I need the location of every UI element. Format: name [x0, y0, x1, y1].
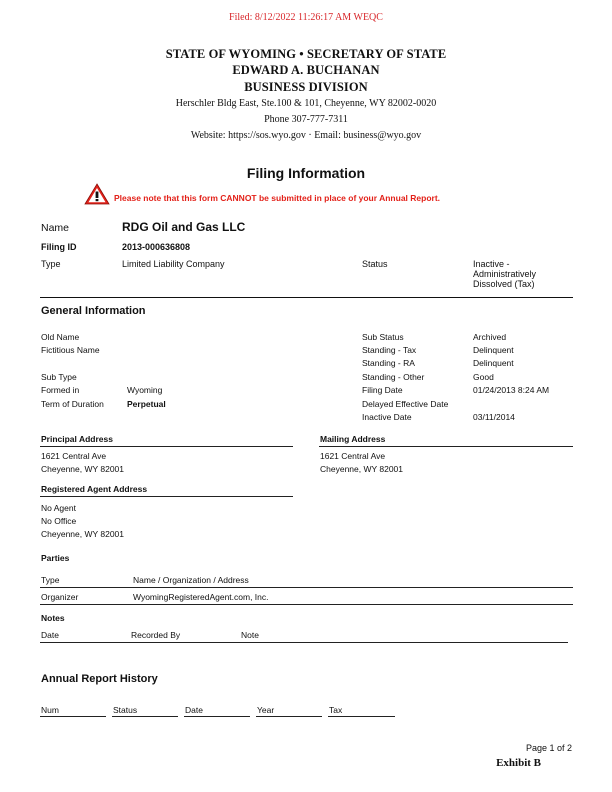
divider — [328, 716, 395, 717]
term-label: Term of Duration — [41, 399, 104, 409]
annual-col-num: Num — [41, 705, 59, 715]
annual-report-heading: Annual Report History — [41, 673, 158, 685]
parties-col-type: Type — [41, 575, 60, 585]
principal-address-line: Cheyenne, WY 82001 — [41, 464, 125, 474]
mailing-address-line: Cheyenne, WY 82001 — [320, 464, 404, 474]
annual-col-tax: Tax — [329, 705, 343, 715]
general-heading: General Information — [41, 305, 146, 317]
type-value: Limited Liability Company — [122, 259, 225, 269]
inactive-date-value: 03/11/2014 — [473, 412, 515, 422]
header-line-1: STATE OF WYOMING • SECRETARY OF STATE — [165, 47, 447, 61]
principal-address-line: 1621 Central Ave — [41, 451, 107, 461]
divider — [319, 446, 573, 447]
divider — [40, 587, 573, 588]
parties-heading: Parties — [41, 553, 70, 563]
principal-address-heading: Principal Address — [41, 434, 113, 444]
divider — [40, 604, 573, 605]
warning-text: Please note that this form CANNOT be submitted in place of your Annual Report. — [114, 193, 441, 203]
annual-col-year: Year — [257, 705, 275, 715]
agent-address-line: Cheyenne, WY 82001 — [41, 529, 125, 539]
parties-col-name: Name / Organization / Address — [133, 575, 249, 585]
header-line-2: EDWARD A. BUCHANAN — [232, 63, 380, 77]
type-label: Type — [41, 259, 61, 269]
mailing-address-heading: Mailing Address — [320, 434, 386, 444]
status-line: Dissolved (Tax) — [473, 279, 535, 289]
standing-tax-value: Delinquent — [473, 345, 514, 355]
sub-status-value: Archived — [473, 332, 507, 342]
filing-date-value: 01/24/2013 8:24 AM — [473, 385, 550, 395]
formed-in-value: Wyoming — [127, 385, 163, 395]
inactive-date-label: Inactive Date — [362, 412, 412, 422]
notes-col-recorded-by: Recorded By — [131, 630, 181, 640]
divider — [40, 716, 106, 717]
registered-agent-heading: Registered Agent Address — [41, 484, 148, 494]
standing-ra-value: Delinquent — [473, 358, 514, 368]
party-name: WyomingRegisteredAgent.com, Inc. — [133, 592, 269, 602]
filing-date-label: Filing Date — [362, 385, 403, 395]
agent-address-line: No Agent — [41, 503, 76, 513]
filing-id-label: Filing ID — [41, 242, 77, 252]
delayed-effective-label: Delayed Effective Date — [362, 399, 449, 409]
divider — [184, 716, 250, 717]
old-name-label: Old Name — [41, 332, 80, 342]
divider — [40, 642, 568, 643]
divider — [256, 716, 322, 717]
status-value — [473, 259, 536, 289]
standing-ra-label: Standing - RA — [362, 358, 415, 368]
page-number: Page 1 of 2 — [525, 743, 572, 753]
filing-id-value: 2013-000636808 — [122, 242, 191, 252]
standing-other-value: Good — [473, 372, 494, 382]
notes-col-note: Note — [241, 630, 259, 640]
term-value: Perpetual — [127, 399, 166, 409]
warning-icon — [84, 183, 110, 210]
mailing-address-line: 1621 Central Ave — [320, 451, 386, 461]
divider — [40, 446, 293, 447]
standing-other-label: Standing - Other — [362, 372, 425, 382]
status-line: Administratively — [473, 269, 537, 279]
annual-col-status: Status — [113, 705, 138, 715]
sub-status-label: Sub Status — [362, 332, 404, 342]
divider — [40, 297, 573, 298]
notes-heading: Notes — [41, 613, 65, 623]
fictitious-name-label: Fictitious Name — [41, 345, 100, 355]
divider — [40, 496, 293, 497]
status-line: Inactive - — [473, 259, 510, 269]
name-label: Name — [41, 222, 70, 234]
standing-tax-label: Standing - Tax — [362, 345, 417, 355]
formed-in-label: Formed in — [41, 385, 80, 395]
filed-stamp: Filed: 8/12/2022 11:26:17 AM WEQC — [229, 12, 383, 23]
party-type: Organizer — [41, 592, 79, 602]
header-line-3: BUSINESS DIVISION — [244, 80, 368, 94]
status-label: Status — [362, 259, 388, 269]
agent-address-line: No Office — [41, 516, 77, 526]
sub-type-label: Sub Type — [41, 372, 77, 382]
notes-col-date: Date — [41, 630, 59, 640]
entity-name: RDG Oil and Gas LLC — [122, 220, 246, 234]
divider — [112, 716, 178, 717]
header-address: Herschler Bldg East, Ste.100 & 101, Cheyenne, WY 82002-0020 — [175, 98, 437, 109]
page-title: Filing Information — [246, 165, 366, 181]
header-contact: Website: https://sos.wyo.gov · Email: business@wyo.gov — [190, 130, 422, 141]
header-phone: Phone 307-777-7311 — [264, 114, 348, 125]
annual-col-date: Date — [185, 705, 203, 715]
exhibit-label: Exhibit B — [496, 757, 541, 769]
